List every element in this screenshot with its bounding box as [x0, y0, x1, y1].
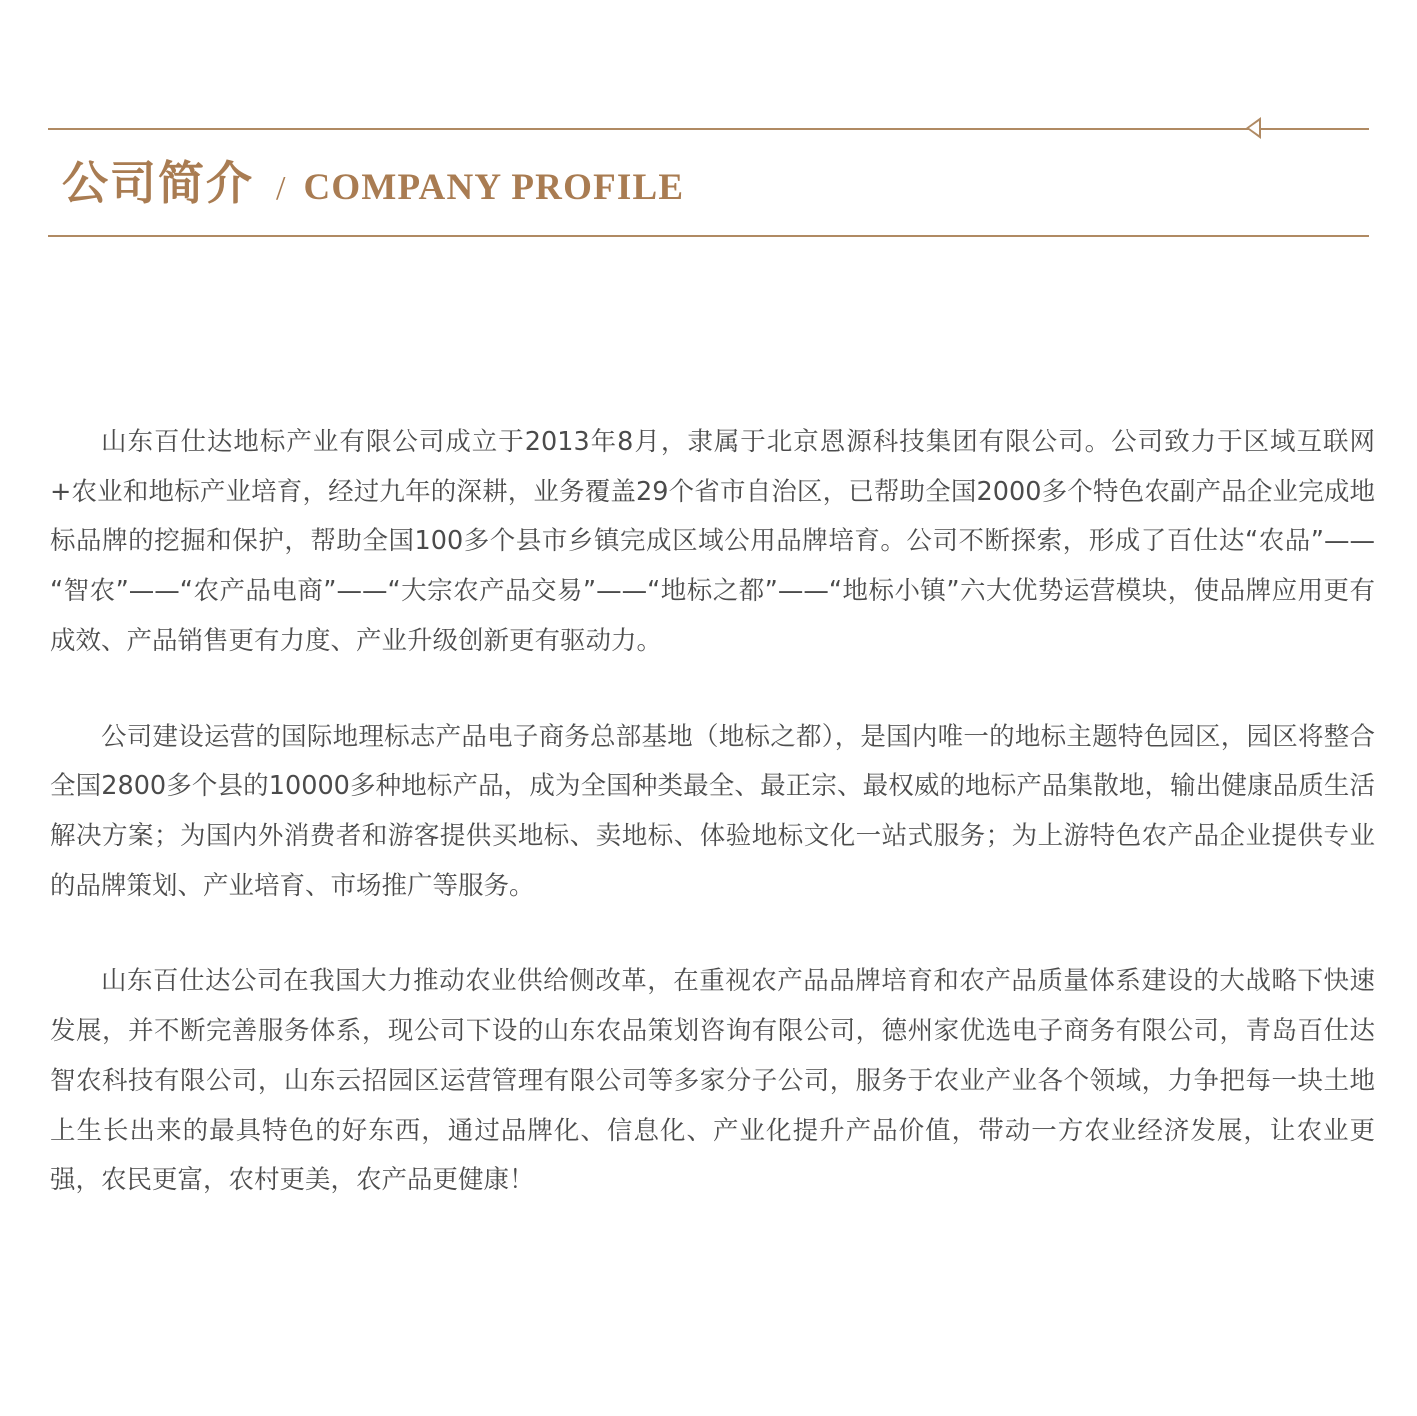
paragraph-3: 山东百仕达公司在我国大力推动农业供给侧改革，在重视农产品品牌培育和农产品质量体系建设的大战略下快速发展，并不断完善服务体系，现公司下设的山东农品策划咨询有限公司，德州家优选电子商务有限公司，青岛百仕达智农科技有限公司，山东云招园区运营管理有限公司等多家分子公司，服务于农业产业各个领域，力争把每一块土地上生长出来的最具特色的好东西，通过品牌化、信息化、产业化提升产品价值，带动一方农业经济发展，让农业更强，农民更富，农村更美，农产品更健康！: [50, 966, 1375, 1196]
header-top-divider: [48, 128, 1369, 130]
title-english: COMPANY PROFILE: [303, 167, 685, 208]
title-chinese: 公司简介: [62, 156, 254, 210]
triangle-marker-icon: [1246, 117, 1261, 139]
page-title: [48, 130, 1369, 235]
paragraph-1: 山东百仕达地标产业有限公司成立于2013年8月，隶属于北京恩源科技集团有限公司。公司致力于区域互联网+农业和地标产业培育，经过九年的深耕，业务覆盖29个省市自治区，已帮助全国2000多个特色农副产品企业完成地标品牌的挖掘和保护，帮助全国100多个县市乡镇完成区域公用品牌培育。公司不断探索，形成了百仕达“农品”——“智农”——“农产品电商”——“大宗农产品交易”——“地标之都”——“地标小镇”六大优势运营模块，使品牌应用更有成效、产品销售更有力度、产业升级创新更有驱动力。: [50, 427, 1375, 656]
paragraph-2: 公司建设运营的国际地理标志产品电子商务总部基地（地标之都），是国内唯一的地标主题特色园区，园区将整合全国2800多个县的10000多种地标产品，成为全国种类最全、最正宗、最权威的地标产品集散地，输出健康品质生活解决方案；为国内外消费者和游客提供买地标、卖地标、体验地标文化一站式服务；为上游特色农产品企业提供专业的品牌策划、产业培育、市场推广等服务。: [50, 721, 1375, 901]
title-separator: /: [276, 170, 286, 207]
profile-body: [50, 418, 1375, 1206]
page-header: [48, 128, 1369, 237]
header-bottom-divider: [48, 235, 1369, 237]
